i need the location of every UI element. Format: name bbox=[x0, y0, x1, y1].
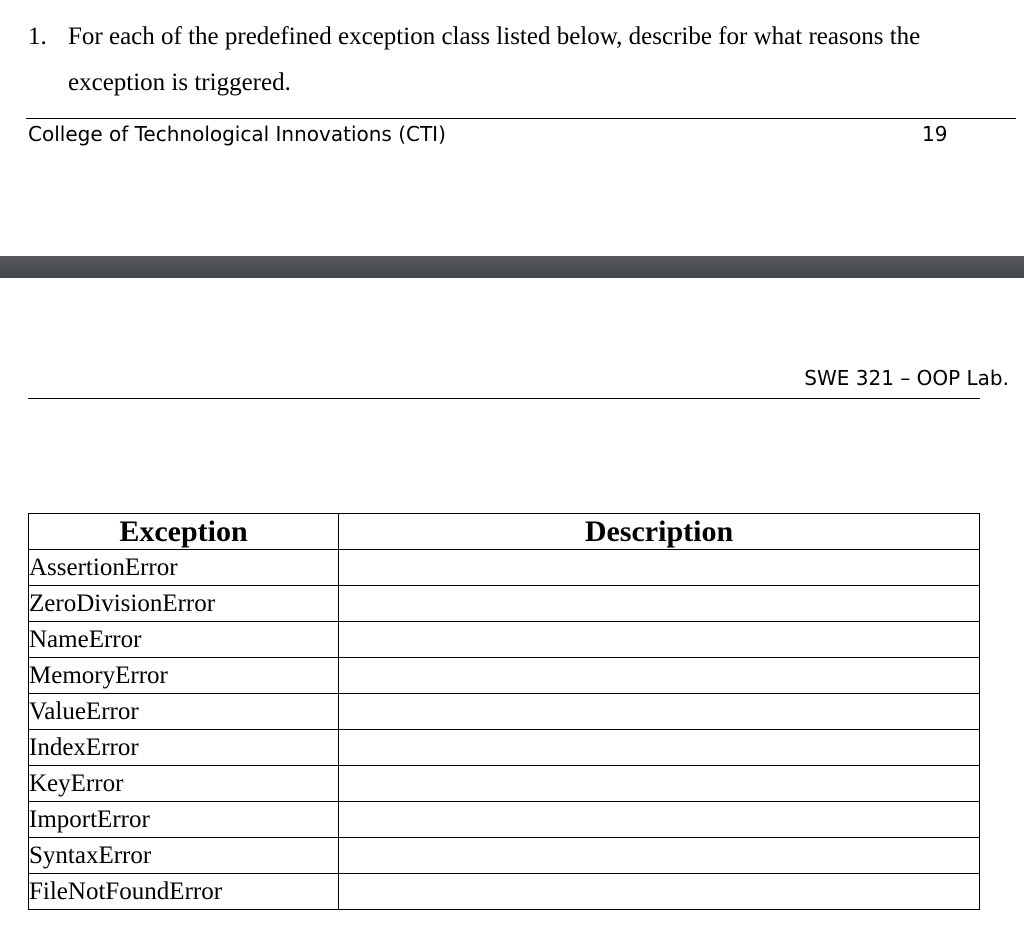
page-separator bbox=[0, 256, 1024, 278]
table-header-row bbox=[29, 514, 980, 550]
description-cell[interactable] bbox=[339, 766, 980, 802]
description-cell[interactable] bbox=[339, 550, 980, 586]
exception-name: NameError bbox=[29, 622, 339, 658]
table-row bbox=[29, 874, 980, 910]
description-cell[interactable] bbox=[339, 622, 980, 658]
table-row bbox=[29, 802, 980, 838]
description-cell[interactable] bbox=[339, 838, 980, 874]
table-row bbox=[29, 550, 980, 586]
table-row bbox=[29, 658, 980, 694]
table-row bbox=[29, 694, 980, 730]
question-text: For each of the predefined exception class listed below, describe for what reasons the exception is triggered. bbox=[68, 23, 921, 96]
exception-name: SyntaxError bbox=[29, 838, 339, 874]
description-cell[interactable] bbox=[339, 694, 980, 730]
exception-name: FileNotFoundError bbox=[29, 874, 339, 910]
exception-name: MemoryError bbox=[29, 658, 339, 694]
exception-name: IndexError bbox=[29, 730, 339, 766]
question bbox=[28, 14, 988, 106]
header-course-title: SWE 321 – OOP Lab. bbox=[804, 366, 1009, 390]
header-divider bbox=[28, 398, 980, 399]
exception-name: ZeroDivisionError bbox=[29, 586, 339, 622]
footer-college-name: College of Technological Innovations (CTI) bbox=[28, 122, 446, 146]
description-cell[interactable] bbox=[339, 586, 980, 622]
exception-name: AssertionError bbox=[29, 550, 339, 586]
table-row bbox=[29, 586, 980, 622]
description-cell[interactable] bbox=[339, 658, 980, 694]
description-cell[interactable] bbox=[339, 874, 980, 910]
footer-divider bbox=[26, 118, 1016, 119]
question-number: 1. bbox=[28, 23, 47, 50]
table-row bbox=[29, 838, 980, 874]
footer-page-number: 19 bbox=[922, 122, 948, 146]
exception-name: KeyError bbox=[29, 766, 339, 802]
exception-name: ValueError bbox=[29, 694, 339, 730]
column-header-exception: Exception bbox=[29, 514, 339, 550]
description-cell[interactable] bbox=[339, 802, 980, 838]
exceptions-table bbox=[28, 513, 980, 910]
exception-name: ImportError bbox=[29, 802, 339, 838]
table-row bbox=[29, 766, 980, 802]
column-header-description: Description bbox=[339, 514, 980, 550]
table-row bbox=[29, 622, 980, 658]
description-cell[interactable] bbox=[339, 730, 980, 766]
table-row bbox=[29, 730, 980, 766]
